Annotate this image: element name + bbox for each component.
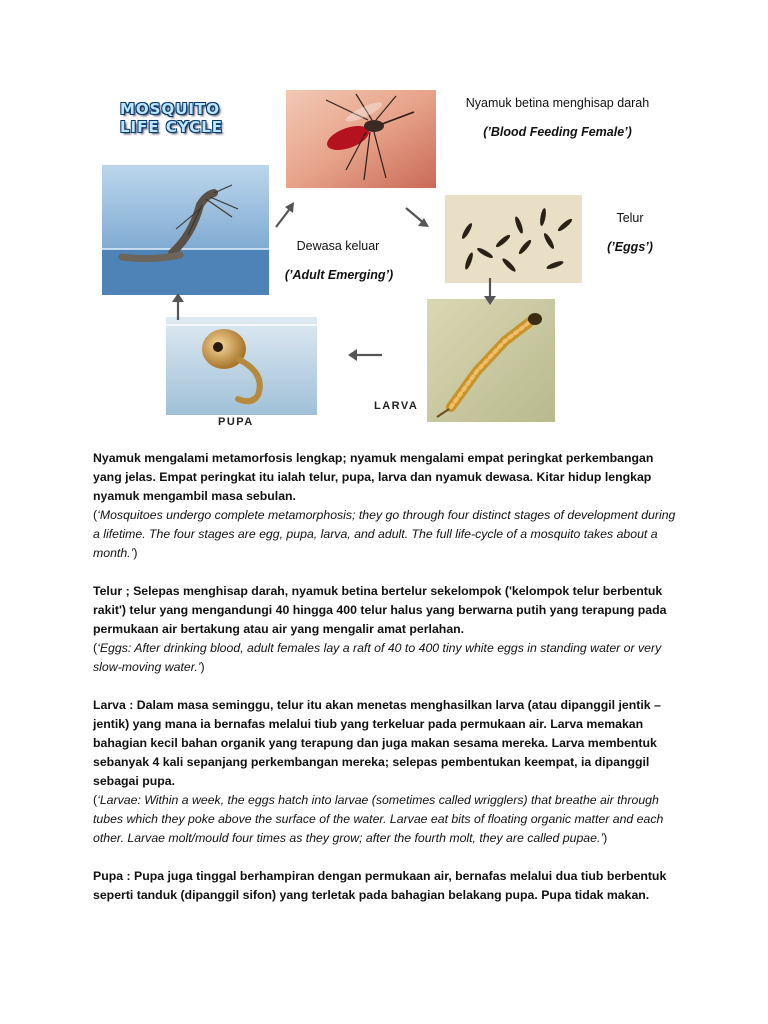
paragraph-malay: Larva : Dalam masa seminggu, telur itu akan menetas menghasilkan larva (atau dipanggil jentik – jentik) yang mana ia bernafas melalui tiub yang terkeluar pada permukaan air. Larva memakan bahagian kecil bahan organik yang terapung dan juga makan sesama mereka. Larva membentuk sebanyak 4 kali sepanjang perkembangan mereka; selepas pembentukan keempat, ia dipanggil sebagai pupa. — [93, 698, 661, 788]
body-text — [93, 449, 683, 924]
life-cycle-diagram — [0, 0, 768, 440]
eggs-label: Telur — [616, 211, 644, 225]
arrow-down-icon — [482, 276, 498, 306]
paragraph-pupa — [93, 867, 683, 905]
larva-photo — [427, 299, 555, 422]
paragraph-english: (‘Mosquitoes undergo complete metamorphosis; they go through four distinct stages of development during a lifetime. The four stages are egg, pupa, larva, and adult. The full life-cycle of a mosquito takes about a month.’) — [93, 508, 676, 560]
blood-feeding-label-en: (’Blood Feeding Female’) — [483, 125, 632, 139]
adult-emerging-photo — [102, 165, 269, 295]
eggs-photo — [445, 195, 582, 283]
paragraph-malay: Nyamuk mengalami metamorfosis lengkap; nyamuk mengalami empat peringkat perkembangan yang jelas. Empat peringkat itu ialah telur, pupa, larva dan nyamuk dewasa. Kitar hidup lengkap nyamuk mengambil masa sebulan. — [93, 451, 654, 503]
adult-emerging-label-en: (’Adult Emerging’) — [284, 268, 394, 282]
arrow-left-icon — [346, 348, 384, 362]
pupa-photo — [166, 317, 317, 415]
adult-emerging-label: Dewasa keluar — [296, 239, 380, 253]
blood-feeding-label: Nyamuk betina menghisap darah — [465, 96, 650, 110]
paragraph-malay: Pupa : Pupa juga tinggal berhampiran dengan permukaan air, bernafas melalui dua tiub berbentuk seperti tanduk (dipanggil sifon) yang terletak pada bahagian belakang pupa. Pupa tidak makan. — [93, 869, 667, 902]
pupa-caption: PUPA — [218, 416, 254, 428]
paragraph-larva — [93, 696, 683, 848]
paragraph-english: (‘Larvae: Within a week, the eggs hatch into larvae (sometimes called wrigglers) that breathe air through tubes which they poke above the surface of the water. Larvae eat bits of floating organic matter and each other. Larvae molt/mould four times as they grow; after the fourth molt, they are called pupae.’) — [93, 793, 664, 845]
arrow-down-right-icon — [403, 205, 431, 229]
logo-line-2: LIFE CYCLE — [120, 118, 224, 136]
paragraph-eggs — [93, 582, 683, 677]
larva-caption: LARVA — [374, 400, 419, 412]
diagram-logo — [120, 100, 270, 136]
eggs-label-en: (’Eggs’) — [607, 240, 653, 254]
arrow-up-icon — [170, 292, 186, 322]
logo-line-1: MOSQUITO — [120, 100, 220, 118]
arrow-up-right-icon — [273, 200, 297, 230]
paragraph-english: (‘Eggs: After drinking blood, adult females lay a raft of 40 to 400 tiny white eggs in standing water or very slow-moving water.’) — [93, 641, 662, 674]
paragraph-malay: Telur ; Selepas menghisap darah, nyamuk betina bertelur sekelompok ('kelompok telur berbentuk rakit') telur yang mengandungi 40 hingga 400 telur halus yang berwarna putih yang terapung pada permukaan air bertakung atau air yang mengalir amat perlahan. — [93, 584, 667, 636]
paragraph-metamorphosis — [93, 449, 683, 563]
blood-feeding-photo — [286, 90, 436, 188]
